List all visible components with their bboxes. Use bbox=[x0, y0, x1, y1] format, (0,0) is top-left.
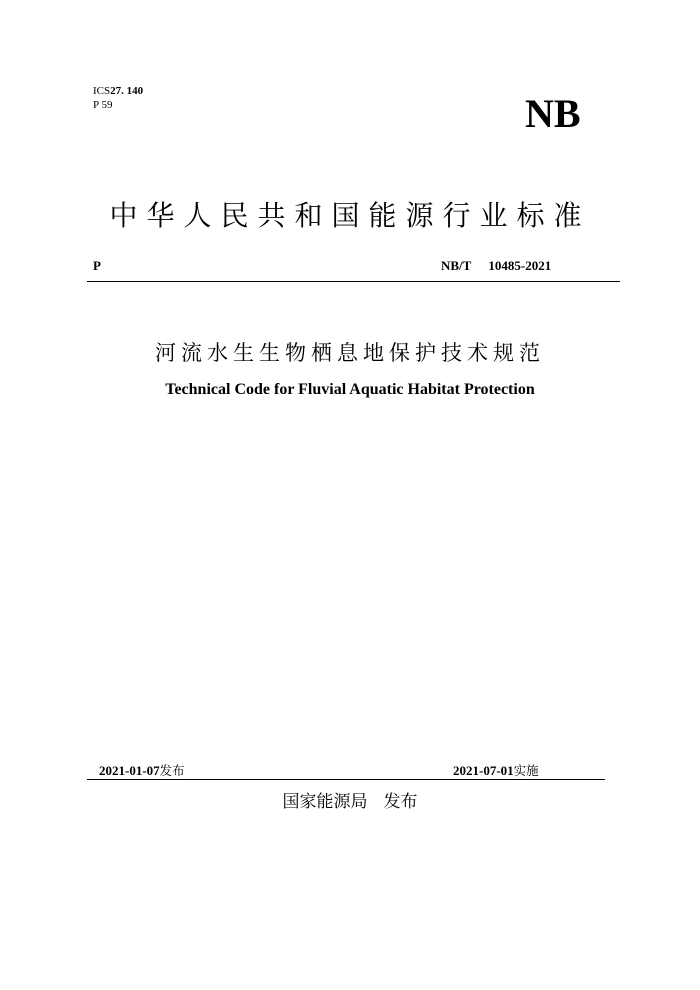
publish-date-label: 发布 bbox=[159, 763, 185, 778]
effective-date-value: 2021-07-01 bbox=[453, 763, 514, 778]
ics-prefix: ICS bbox=[93, 85, 111, 97]
standard-code-number: 10485-2021 bbox=[488, 258, 552, 273]
top-divider bbox=[87, 281, 620, 282]
document-title-chinese: 河流水生生物栖息地保护技术规范 bbox=[155, 341, 545, 365]
standard-type-title: 中华人民共和国能源行业标准 bbox=[109, 199, 591, 232]
issuer bbox=[0, 790, 700, 814]
effective-date bbox=[453, 763, 539, 779]
issuer-name: 国家能源局 bbox=[282, 792, 368, 812]
standard-code-prefix: NB/T bbox=[441, 258, 472, 273]
effective-date-label: 实施 bbox=[513, 763, 539, 778]
category-letter: P bbox=[93, 258, 101, 273]
publish-date-value: 2021-01-07 bbox=[99, 763, 160, 778]
ics-classification bbox=[93, 84, 143, 98]
ccs-classification: P 59 bbox=[93, 99, 113, 111]
standard-mark: NB bbox=[525, 91, 581, 136]
standard-code bbox=[441, 258, 551, 274]
document-title-english: Technical Code for Fluvial Aquatic Habitat Protection bbox=[165, 381, 535, 398]
issuer-action: 发布 bbox=[383, 792, 418, 812]
bottom-divider bbox=[87, 779, 605, 780]
publish-date bbox=[99, 763, 185, 779]
ics-number: 27. 140 bbox=[110, 85, 144, 97]
